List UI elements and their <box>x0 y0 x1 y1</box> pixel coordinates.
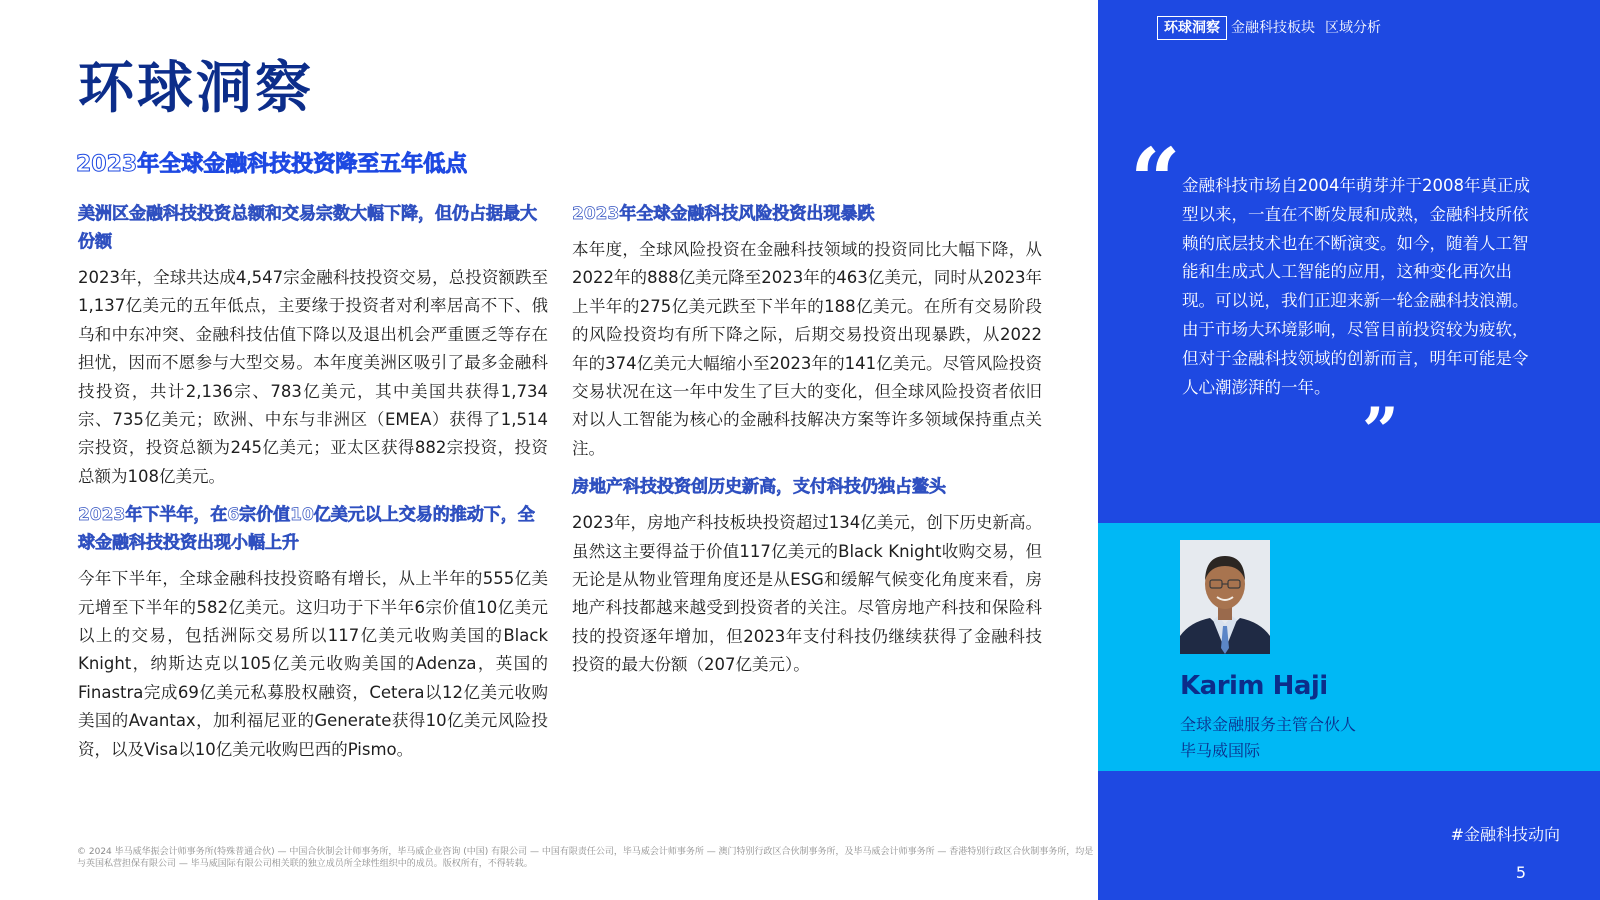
breadcrumb-item-sector[interactable]: 金融科技板块 <box>1231 20 1315 36</box>
person-name: Karim Haji <box>1180 671 1328 701</box>
person-role-title: 全球金融服务主管合伙人 <box>1180 715 1357 734</box>
breadcrumb-home-box[interactable]: 环球洞察 <box>1157 16 1227 40</box>
subheading-americas: 美洲区金融科技投资总额和交易宗数大幅下降，但仍占据最大份额 <box>78 204 537 252</box>
left-column <box>78 200 548 774</box>
subheading-proptech: 房地产科技投资创历史新高，支付科技仍独占鳌头 <box>572 477 946 498</box>
hashtag-link[interactable]: #金融科技动向 <box>1450 825 1560 844</box>
open-quote-icon: “ <box>1130 128 1181 232</box>
quote-text: 金融科技市场自2004年萌芽并于2008年真正成型以来，一直在不断发展和成熟，金融科技所依赖的底层技术也在不断演变。如今，随着人工智能和生成式人工智能的应用，这种变化再次出现。可以说，我们正迎来新一轮金融科技浪潮。由于市场大环境影响，尽管目前投资较为疲软，但对于金融科技领域的创新而言，明年可能是令人心潮澎湃的一年。 <box>1182 176 1530 397</box>
person-role <box>1180 712 1480 764</box>
close-quote-icon: ” <box>1362 394 1399 469</box>
subheading-h2-increase: 2023年下半年，在6宗价值10亿美元以上交易的推动下，全球金融科技投资出现小幅上升 <box>78 505 535 554</box>
person-organization: 毕马威国际 <box>1180 741 1261 760</box>
right-column <box>572 200 1042 690</box>
page-number: 5 <box>1515 863 1526 882</box>
subheading-vc-plunge: 2023年全球金融科技风险投资出现暴跌 <box>572 204 875 224</box>
section-heading: 2023年全球金融科技投资降至五年低点 <box>76 152 468 177</box>
page-title: 环球洞察 <box>78 56 314 121</box>
footer-legal-text: © 2024 毕马威华振会计师事务所(特殊普通合伙) — 中国合伙制会计师事务所，毕马威企业咨询 (中国) 有限公司 — 中国有限责任公司，毕马威会计师事务所 — 澳门特别行政区合伙制事务所，及毕马威会计师事务所 — 香港特别行政区合伙制事务所，均是与英国私营担保有限公司 — 毕马威国际有限公司相关联的独立成员所全球性组织中的成员。版权所有，不得转载。 <box>77 847 1094 869</box>
paragraph-vc-plunge: 本年度，全球风险投资在金融科技领域的投资同比大幅下降，从2022年的888亿美元降至2023年的463亿美元，同时从2023年上半年的275亿美元跌至下半年的188亿美元。在所有交易阶段的风险投资均有所下降之际，后期交易投资出现暴跌，从2022年的374亿美元大幅缩小至2023年的141亿美元。尽管风险投资交易状况在这一年中发生了巨大的变化，但全球风险投资者依旧对以人工智能为核心的金融科技解决方案等许多领域保持重点关注。 <box>572 240 1042 458</box>
breadcrumb <box>1157 15 1391 41</box>
breadcrumb-item-region[interactable]: 区域分析 <box>1325 20 1381 36</box>
paragraph-h2-increase: 今年下半年，全球金融科技投资略有增长，从上半年的555亿美元增至下半年的582亿美元。这归功于下半年6宗价值10亿美元以上的交易，包括洲际交易所以117亿美元收购美国的Black Knight，纳斯达克以105亿美元收购美国的Adenza，英国的Finastra完成69亿美元私募股权融资，Cetera以12亿美元收购美国的Avantax，加利福尼亚的Generate获得10亿美元风险投资，以及Visa以10亿美元收购巴西的Pismo。 <box>78 569 548 759</box>
paragraph-proptech: 2023年，房地产科技板块投资超过134亿美元，创下历史新高。虽然这主要得益于价值117亿美元的Black Knight收购交易，但无论是从物业管理角度还是从ESG和缓解气候变化角度来看，房地产科技都越来越受到投资者的关注。尽管房地产科技和保险科技的投资逐年增加，但2023年支付科技仍继续获得了金融科技投资的最大份额（207亿美元）。 <box>572 513 1042 675</box>
person-portrait-icon <box>1180 540 1270 654</box>
paragraph-americas: 2023年，全球共达成4,547宗金融科技投资交易，总投资额跌至1,137亿美元的五年低点，主要缘于投资者对利率居高不下、俄乌和中东冲突、金融科技估值下降以及退出机会严重匮乏等存在担忧，因而不愿参与大型交易。本年度美洲区吸引了最多金融科技投资，共计2,136宗、783亿美元，其中美国共获得1,734宗、735亿美元；欧洲、中东与非洲区（EMEA）获得了1,514宗投资，投资总额为245亿美元；亚太区获得882宗投资，投资总额为108亿美元。 <box>78 268 548 486</box>
avatar <box>1180 540 1270 654</box>
